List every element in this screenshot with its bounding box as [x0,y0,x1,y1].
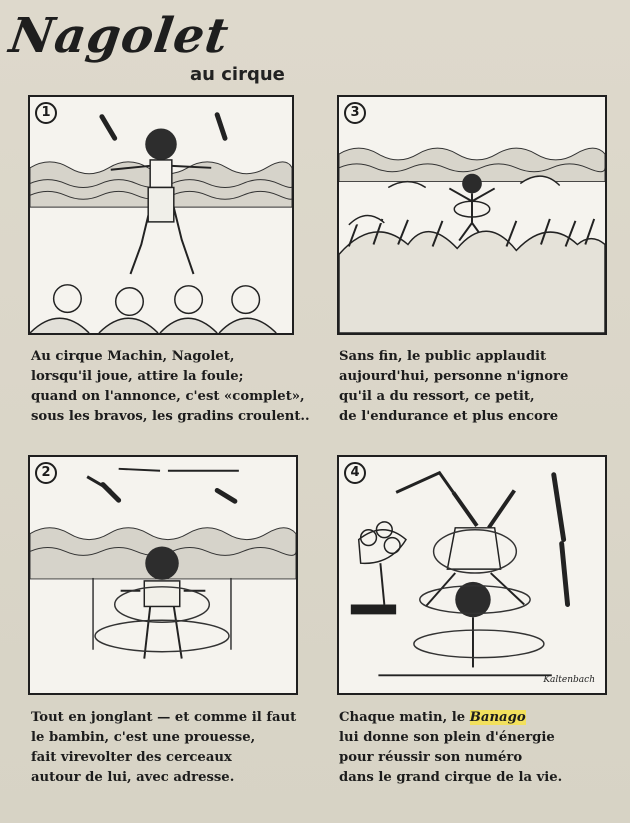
caption-3 [339,347,568,427]
caption-4-prefix: Chaque matin, le [339,710,470,725]
caption-3-line-4: de l'endurance et plus encore [339,409,559,424]
caption-1 [31,347,310,427]
caption-4-line-2: lui donne son plein d'énergie [339,730,555,745]
panel-1-illustration [30,97,292,333]
caption-4 [339,708,562,788]
banago-highlight: Banago [469,710,526,725]
panel-2-number: 2 [35,462,57,484]
panel-2 [28,455,298,695]
caption-3-line-3: qu'il a du ressort, ce petit, [339,389,535,404]
panel-4 [337,455,607,695]
panel-4-number: 4 [344,462,366,484]
caption-3-line-2: aujourd'hui, personne n'ignore [339,369,569,384]
caption-2 [31,708,296,788]
panel-1 [28,95,294,335]
artist-signature: Kaltenbach [543,675,595,685]
caption-2-line-4: autour de lui, avec adresse. [31,770,235,785]
comic-subtitle: au cirque [190,64,285,85]
caption-1-line-2: lorsqu'il joue, attire la foule; [31,369,244,384]
panel-3-number: 3 [344,102,366,124]
comic-title: Nagolet [6,8,233,64]
caption-2-line-2: le bambin, c'est une prouesse, [31,730,256,745]
caption-1-line-1: Au cirque Machin, Nagolet, [31,349,235,364]
caption-1-line-4: sous les bravos, les gradins croulent.. [31,409,310,424]
caption-1-line-3: quand on l'annonce, c'est «complet», [31,389,305,404]
caption-4-line-1 [339,708,562,728]
caption-2-line-1: Tout en jonglant — et comme il faut [31,710,297,725]
caption-3-line-1: Sans fin, le public applaudit [339,349,547,364]
panel-4-illustration [339,457,605,693]
panel-3 [337,95,607,335]
panel-3-illustration [339,97,605,333]
panel-1-number: 1 [35,102,57,124]
caption-4-line-3: pour réussir son numéro [339,750,523,765]
caption-4-line-4: dans le grand cirque de la vie. [339,770,563,785]
caption-2-line-3: fait virevolter des cerceaux [31,750,232,765]
panel-2-illustration [30,457,296,693]
